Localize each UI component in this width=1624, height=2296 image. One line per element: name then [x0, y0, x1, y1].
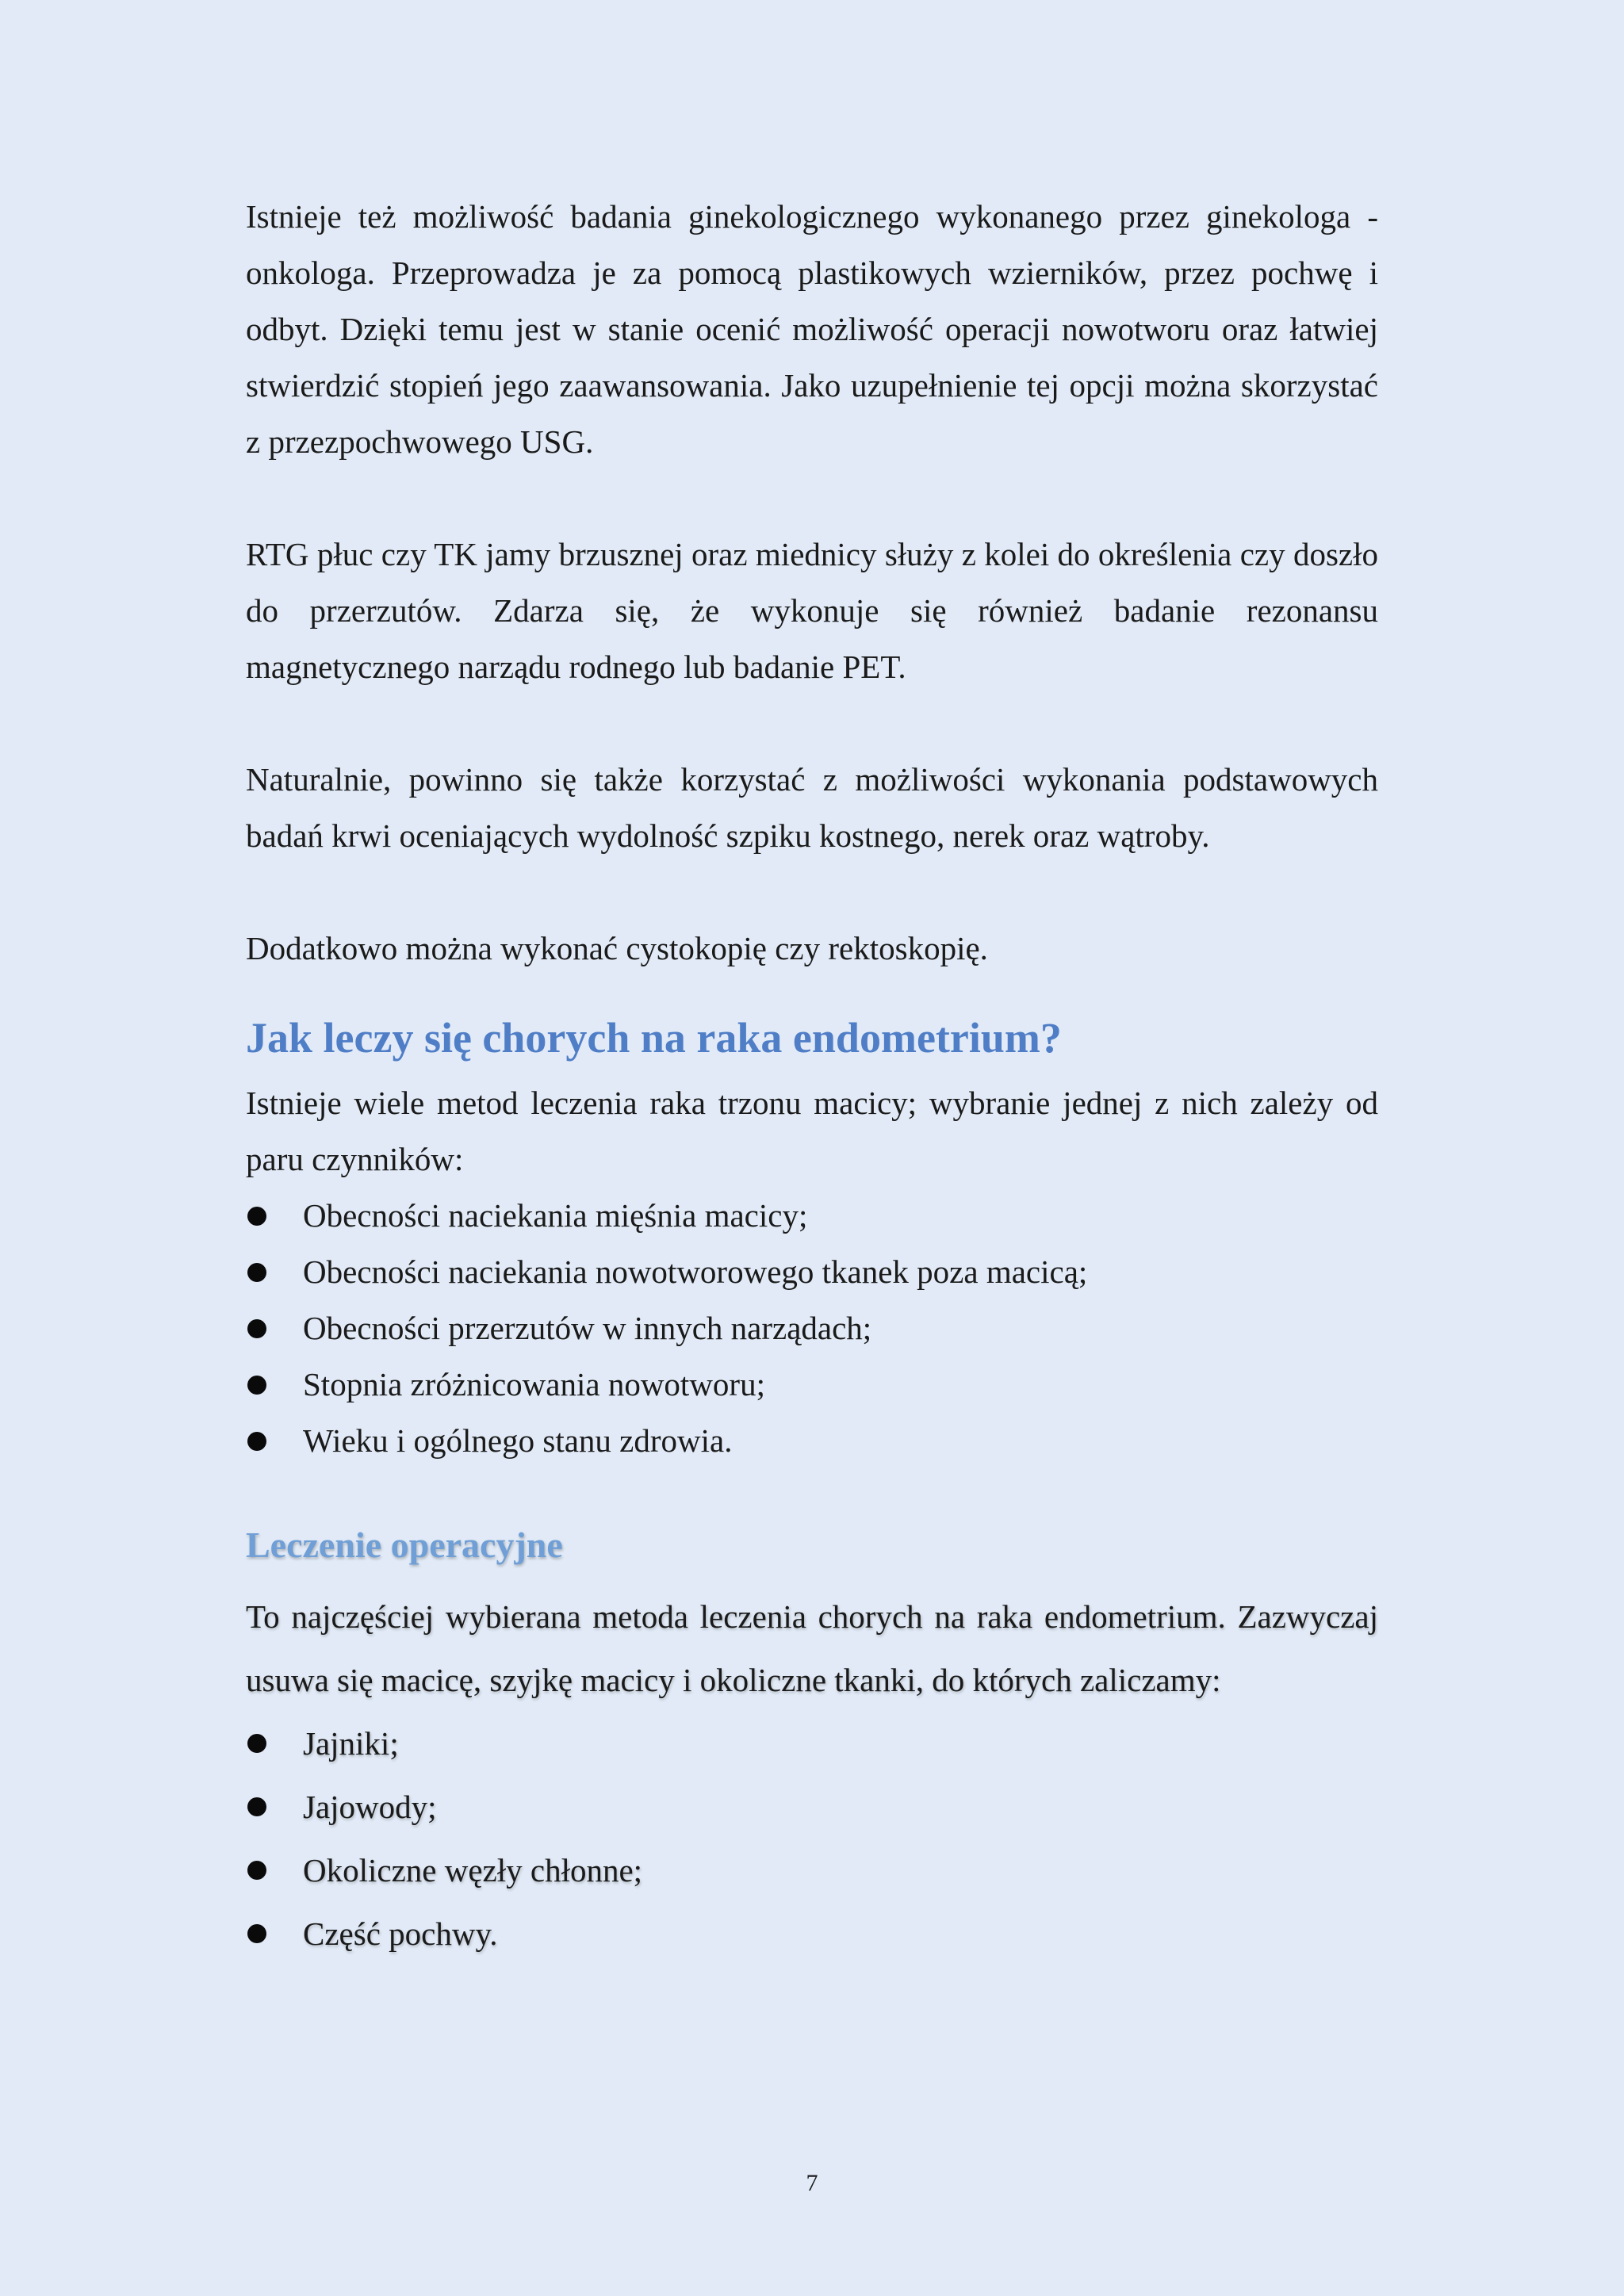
- list-item: [246, 1839, 1378, 1902]
- list-item-text: Obecności naciekania nowotworowego tkanek poza macicą;: [303, 1253, 1088, 1290]
- bullet-icon: [247, 1734, 266, 1753]
- list-item: [246, 1300, 1378, 1357]
- list-item: [246, 1357, 1378, 1413]
- list-item-text: Obecności przerzutów w innych narządach;: [303, 1310, 872, 1346]
- list-item-text: Okoliczne węzły chłonne;: [303, 1852, 643, 1888]
- section-spacer: [246, 1469, 1378, 1520]
- list-item-text: Wieku i ogólnego stanu zdrowia.: [303, 1422, 733, 1459]
- bullet-icon: [247, 1924, 266, 1943]
- list-item: [246, 1902, 1378, 1965]
- bullet-icon: [247, 1319, 266, 1338]
- paragraph-additional-exams: Dodatkowo można wykonać cystokopię czy rektoskopię.: [246, 930, 988, 966]
- list-item-text: Stopnia zróżnicowania nowotworu;: [303, 1366, 765, 1402]
- paragraph-imaging-tests: RTG płuc czy TK jamy brzusznej oraz miednicy służy z kolei do określenia czy doszło do przerzutów. Zdarza się, że wykonuje się również badanie rezonansu magnetycznego narządu rodnego lub badanie PET.: [246, 536, 1378, 685]
- surgery-intro: To najczęściej wybierana metoda leczenia chorych na raka endometrium. Zazwyczaj usuwa się macicę, szyjkę macicy i okoliczne tkanki, do których zaliczamy:: [246, 1598, 1378, 1698]
- paragraph-spacer: [246, 470, 1378, 526]
- list-item: [246, 1244, 1378, 1300]
- bullet-icon: [247, 1432, 266, 1451]
- page-content: [246, 189, 1378, 1965]
- page-number: 7: [806, 2170, 818, 2196]
- bullet-icon: [247, 1797, 266, 1816]
- section-heading-surgery: Leczenie operacyjne: [246, 1525, 563, 1565]
- surgical-treatment-section: [246, 1520, 1378, 1965]
- paragraph-blood-tests: Naturalnie, powinno się także korzystać z możliwości wykonania podstawowych badań krwi oceniających wydolność szpiku kostnego, nerek oraz wątroby.: [246, 761, 1378, 854]
- removed-tissues-list: [246, 1712, 1378, 1965]
- list-item: [246, 1188, 1378, 1244]
- heading-spacer: [246, 1066, 1378, 1075]
- heading-spacer: [246, 1571, 1378, 1585]
- list-item-text: Część pochwy.: [303, 1915, 498, 1952]
- list-item-text: Jajowody;: [303, 1789, 437, 1825]
- bullet-icon: [247, 1207, 266, 1226]
- list-item-text: Jajniki;: [303, 1725, 399, 1762]
- paragraph-spacer: [246, 864, 1378, 920]
- section-spacer: [246, 977, 1378, 1010]
- treatment-intro: Istnieje wiele metod leczenia raka trzonu macicy; wybranie jednej z nich zależy od paru czynników:: [246, 1085, 1378, 1177]
- bullet-icon: [247, 1376, 266, 1395]
- section-heading-treatment: Jak leczy się chorych na raka endometrium?: [246, 1014, 1062, 1062]
- paragraph-spacer: [246, 695, 1378, 752]
- list-item: [246, 1775, 1378, 1839]
- bullet-icon: [247, 1861, 266, 1880]
- list-item: [246, 1413, 1378, 1469]
- list-item: [246, 1712, 1378, 1775]
- paragraph-gynecological-exam: Istnieje też możliwość badania ginekologicznego wykonanego przez ginekologa - onkologa. Przeprowadza je za pomocą plastikowych wzierników, przez pochwę i odbyt. Dzięki temu jest w stanie ocenić możliwość operacji nowotworu oraz łatwiej stwierdzić stopień jego zaawansowania. Jako uzupełnienie tej opcji można skorzystać z przezpochwowego USG.: [246, 198, 1378, 460]
- bullet-icon: [247, 1263, 266, 1282]
- list-item-text: Obecności naciekania mięśnia macicy;: [303, 1197, 808, 1234]
- treatment-factors-list: [246, 1188, 1378, 1469]
